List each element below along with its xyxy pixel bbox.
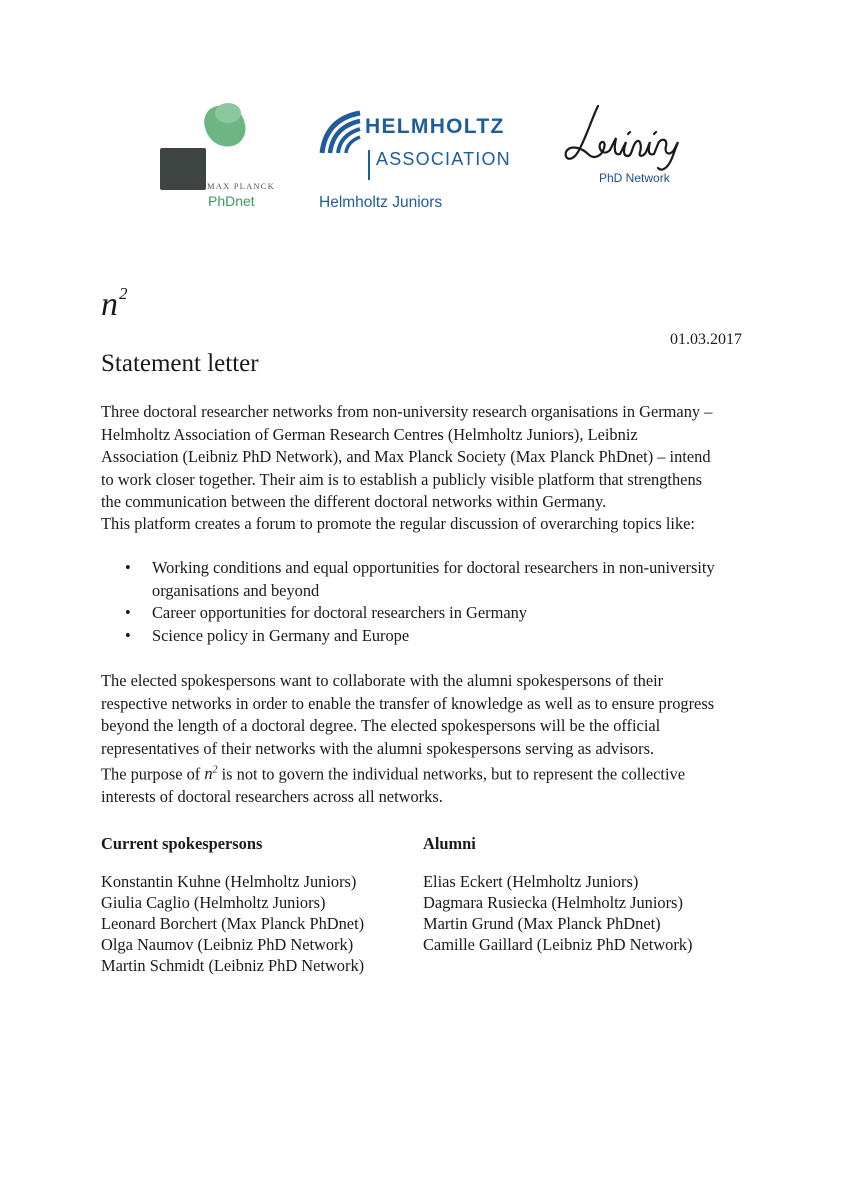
page-title: Statement letter xyxy=(101,350,259,377)
collab-line: beyond the length of a doctoral degree. The elected spokespersons will be the official xyxy=(101,716,661,735)
helmholtz-logo-line2: ASSOCIATION xyxy=(376,149,511,169)
list-item-text: Working conditions and equal opportunities for doctoral researchers in non-university xyxy=(152,558,715,577)
leibniz-logo xyxy=(558,98,698,208)
n2-base: n xyxy=(101,286,118,323)
list-item: Konstantin Kuhne (Helmholtz Juniors) xyxy=(101,872,357,891)
collab-line: respective networks in order to enable the transfer of knowledge as well as to ensure progress xyxy=(101,693,715,713)
list-item xyxy=(125,602,715,625)
n2-exponent: 2 xyxy=(119,283,128,303)
intro-line: Association (Leibniz PhD Network), and Max Planck Society (Max Planck PhDnet) – intend xyxy=(101,447,711,466)
leibniz-signature-icon xyxy=(558,98,698,174)
mpg-dark-square xyxy=(160,148,206,190)
topics-list xyxy=(125,557,715,647)
collab-line: representatives of their networks with the alumni spokespersons serving as advisors. xyxy=(101,738,655,758)
helmholtz-logo-sub: Helmholtz Juniors xyxy=(319,194,443,211)
intro-line: Helmholtz Association of German Research Centres (Helmholtz Juniors), Leibniz xyxy=(101,424,638,444)
leibniz-logo-sub: PhD Network xyxy=(599,171,670,185)
bullet-icon: • xyxy=(125,558,131,577)
current-spokespersons-heading: Current spokespersons xyxy=(101,834,263,853)
current-spokespersons-list xyxy=(101,871,364,976)
mpg-green-brush-highlight xyxy=(215,103,241,123)
purpose-line: The purpose of $n^2$ is not to govern the individual networks, but to represent the collective xyxy=(101,764,686,784)
n2-inline-mark: $n^2$ xyxy=(204,764,218,784)
purpose-paragraph xyxy=(101,760,685,808)
collaboration-paragraph xyxy=(101,670,714,760)
list-item-text: Science policy in Germany and Europe xyxy=(152,625,410,645)
list-item: Camille Gaillard (Leibniz PhD Network) xyxy=(423,935,693,954)
list-item-text: organisations and beyond xyxy=(152,580,320,600)
intro-line: the communication between the different doctoral networks within Germany. xyxy=(101,492,607,511)
list-item: Martin Schmidt (Leibniz PhD Network) xyxy=(101,956,365,975)
max-planck-phdnet-logo xyxy=(155,103,285,215)
list-item-text: Career opportunities for doctoral researchers in Germany xyxy=(152,603,528,622)
mpg-logo-small-text: MAX PLANCK xyxy=(207,181,275,191)
list-item xyxy=(125,557,715,602)
helmholtz-logo-line1: HELMHOLTZ xyxy=(365,115,505,138)
intro-paragraph xyxy=(101,401,712,514)
list-item: Leonard Borchert (Max Planck PhDnet) xyxy=(101,914,365,933)
n2-mark xyxy=(101,283,128,323)
purpose-line: interests of doctoral researchers across all networks. xyxy=(101,786,443,806)
forum-paragraph: This platform creates a forum to promote the regular discussion of overarching topics like: xyxy=(101,514,695,533)
collab-line: The elected spokespersons want to collaborate with the alumni spokespersons of their xyxy=(101,671,664,690)
letter-date: 01.03.2017 xyxy=(670,331,742,348)
list-item: Dagmara Rusiecka (Helmholtz Juniors) xyxy=(423,893,683,912)
list-item: Elias Eckert (Helmholtz Juniors) xyxy=(423,872,639,891)
mpg-logo-name: PhDnet xyxy=(208,193,255,209)
alumni-list xyxy=(423,871,692,955)
list-item xyxy=(125,625,715,648)
list-item: Olga Naumov (Leibniz PhD Network) xyxy=(101,935,354,954)
intro-line: to work closer together. Their aim is to establish a publicly visible platform that strengthens xyxy=(101,469,703,489)
list-item: Martin Grund (Max Planck PhDnet) xyxy=(423,914,661,933)
bullet-icon: • xyxy=(125,625,131,645)
helmholtz-arcs-icon xyxy=(316,107,364,157)
alumni-heading: Alumni xyxy=(423,834,476,853)
helmholtz-logo xyxy=(316,105,516,215)
bullet-icon: • xyxy=(125,603,131,622)
helmholtz-divider xyxy=(368,150,370,180)
list-item: Giulia Caglio (Helmholtz Juniors) xyxy=(101,893,326,912)
intro-line: Three doctoral researcher networks from non-university research organisations in Germany – xyxy=(101,402,713,421)
